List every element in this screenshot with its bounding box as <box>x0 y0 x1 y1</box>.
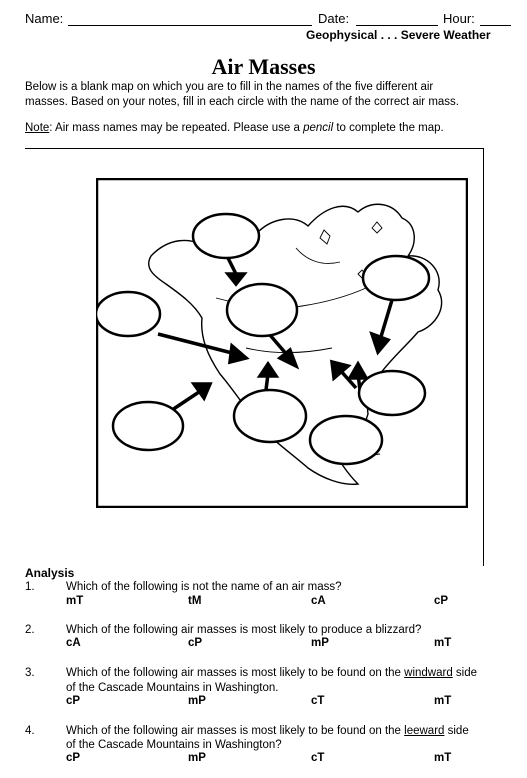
q3-option-4[interactable]: mT <box>434 695 452 707</box>
note <box>25 121 515 136</box>
q1-option-1[interactable]: mT <box>66 595 84 607</box>
q2-option-2[interactable]: cP <box>188 637 203 649</box>
q4-text <box>66 724 469 738</box>
q2-text: Which of the following air masses is most likely to produce a blizzard? <box>66 624 422 636</box>
q4-option-4[interactable]: mT <box>434 752 452 764</box>
note-emphasis: pencil <box>303 122 334 134</box>
air-mass-map <box>96 178 468 508</box>
q4-option-2[interactable]: mP <box>188 752 206 764</box>
q4-text-post: side <box>444 725 469 737</box>
subject-heading: Geophysical . . . Severe Weather <box>306 28 491 42</box>
q4-text-pre: Which of the following air masses is most likely to be found on the <box>66 725 405 737</box>
instructions-line-1: Below is a blank map on which you are to fill in the names of the five different air <box>25 81 434 93</box>
q2-option-3[interactable]: mP <box>311 637 329 649</box>
note-text-a: : Air mass names may be repeated. Please use a <box>49 122 304 134</box>
q1-option-3[interactable]: cA <box>311 595 326 607</box>
q4-text-line2: of the Cascade Mountains in Washington? <box>66 739 282 751</box>
q3-option-2[interactable]: mP <box>188 695 206 707</box>
q3-text-pre: Which of the following air masses is most likely to be found on the <box>66 667 405 679</box>
analysis-heading: Analysis <box>25 566 75 580</box>
q3-text <box>66 666 477 680</box>
q3-number: 3. <box>25 667 35 679</box>
q1-option-2[interactable]: tM <box>188 595 202 607</box>
q4-option-3[interactable]: cT <box>311 752 325 764</box>
q3-option-3[interactable]: cT <box>311 695 325 707</box>
q4-keyword: leeward <box>404 725 445 737</box>
date-label: Date: <box>318 11 350 26</box>
q3-keyword: windward <box>404 667 453 679</box>
circle-c <box>96 292 160 336</box>
hour-label: Hour: <box>443 11 475 26</box>
instructions-line-2: masses. Based on your notes, fill in each circle with the name of the correct air mass. <box>25 96 459 108</box>
q3-text-post: side <box>452 667 478 679</box>
q4-number: 4. <box>25 725 35 737</box>
circle-a <box>193 214 259 258</box>
q3-option-1[interactable]: cP <box>66 695 81 707</box>
circle-g <box>234 390 306 442</box>
q2-option-4[interactable]: mT <box>434 637 452 649</box>
instructions <box>25 80 515 110</box>
date-field-line[interactable] <box>356 25 438 26</box>
note-label: Note <box>25 122 50 134</box>
circle-h <box>310 416 382 464</box>
section-divider <box>25 148 484 149</box>
q4-option-1[interactable]: cP <box>66 752 81 764</box>
circle-e <box>359 371 425 415</box>
name-field-line[interactable] <box>68 25 312 26</box>
q1-number: 1. <box>25 581 35 593</box>
page-title: Air Masses <box>211 54 316 79</box>
name-label: Name: <box>25 11 64 26</box>
note-text-b: to complete the map. <box>333 122 444 134</box>
circle-b <box>227 284 297 336</box>
hour-field-line[interactable] <box>480 25 511 26</box>
circle-f <box>113 402 183 450</box>
q1-option-4[interactable]: cP <box>434 595 449 607</box>
circle-d <box>363 256 429 300</box>
q3-text-line2: of the Cascade Mountains in Washington. <box>66 682 279 694</box>
q1-text: Which of the following is not the name of an air mass? <box>66 581 342 593</box>
q2-number: 2. <box>25 624 35 636</box>
vertical-rule <box>483 148 484 566</box>
q2-option-1[interactable]: cA <box>66 637 81 649</box>
